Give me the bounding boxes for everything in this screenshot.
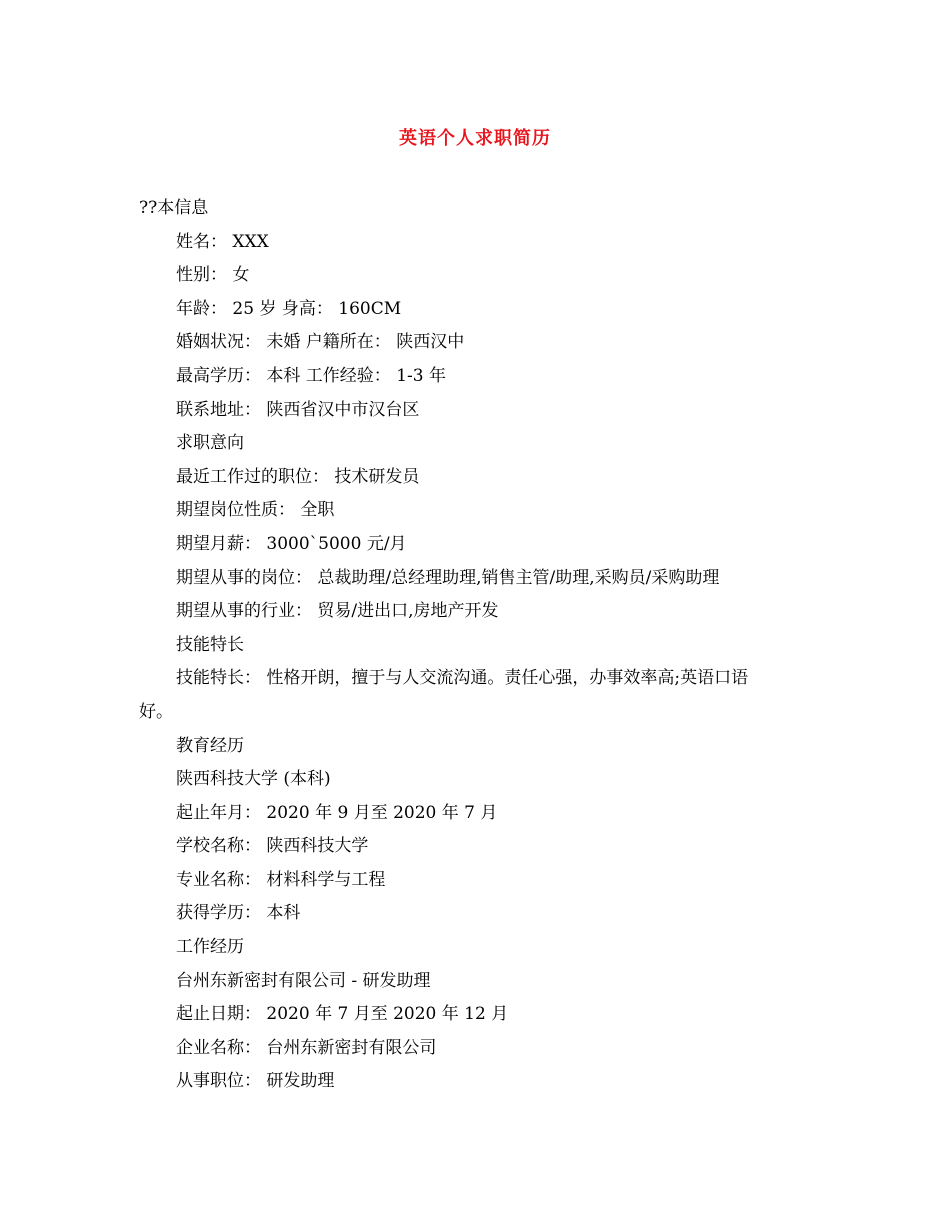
work-period-line: 起止日期： 2020 年 7 月至 2020 年 12 月 <box>176 1004 509 1025</box>
section-heading-skills: 技能特长 <box>176 634 244 655</box>
document-body <box>139 192 819 1099</box>
document-title: 英语个人求职简历 <box>399 128 551 149</box>
marital-residence-line: 婚姻状况： 未婚 户籍所在： 陕西汉中 <box>176 332 465 353</box>
skills-paragraph-line2: 好。 <box>139 701 173 722</box>
major-line: 专业名称： 材料科学与工程 <box>176 869 386 890</box>
expected-salary-line: 期望月薪： 3000`5000 元/月 <box>176 533 407 554</box>
section-heading-work: 工作经历 <box>176 937 244 958</box>
name-line: 姓名： XXX <box>176 231 269 252</box>
section-heading-job-intention: 求职意向 <box>176 433 244 454</box>
education-experience-line: 最高学历： 本科 工作经验： 1-3 年 <box>176 365 446 386</box>
company-name-line: 企业名称： 台州东新密封有限公司 <box>176 1037 437 1058</box>
section-heading-basic-info: ??本信息 <box>139 198 209 218</box>
degree-obtained-line: 获得学历： 本科 <box>176 903 301 924</box>
age-height-line: 年龄： 25 岁 身高： 160CM <box>176 298 402 319</box>
section-heading-education: 教育经历 <box>176 735 244 756</box>
job-type-line: 期望岗位性质： 全职 <box>176 500 335 521</box>
company-position-line: 台州东新密封有限公司 - 研发助理 <box>176 970 431 991</box>
study-period-line: 起止年月： 2020 年 9 月至 2020 年 7 月 <box>176 802 498 823</box>
expected-industries-line: 期望从事的行业： 贸易/进出口,房地产开发 <box>176 601 499 622</box>
expected-positions-line: 期望从事的岗位： 总裁助理/总经理助理,销售主管/助理,采购员/采购助理 <box>176 567 720 588</box>
job-title-line: 从事职位： 研发助理 <box>176 1071 335 1092</box>
gender-line: 性别： 女 <box>176 265 250 286</box>
address-line: 联系地址： 陕西省汉中市汉台区 <box>176 399 420 420</box>
school-degree-line: 陕西科技大学 (本科) <box>176 769 331 790</box>
school-name-line: 学校名称： 陕西科技大学 <box>176 836 369 857</box>
recent-position-line: 最近工作过的职位： 技术研发员 <box>176 466 420 487</box>
skills-paragraph-line1: 技能特长： 性格开朗，擅于与人交流沟通。责任心强，办事效率高;英语口语 <box>176 668 749 689</box>
